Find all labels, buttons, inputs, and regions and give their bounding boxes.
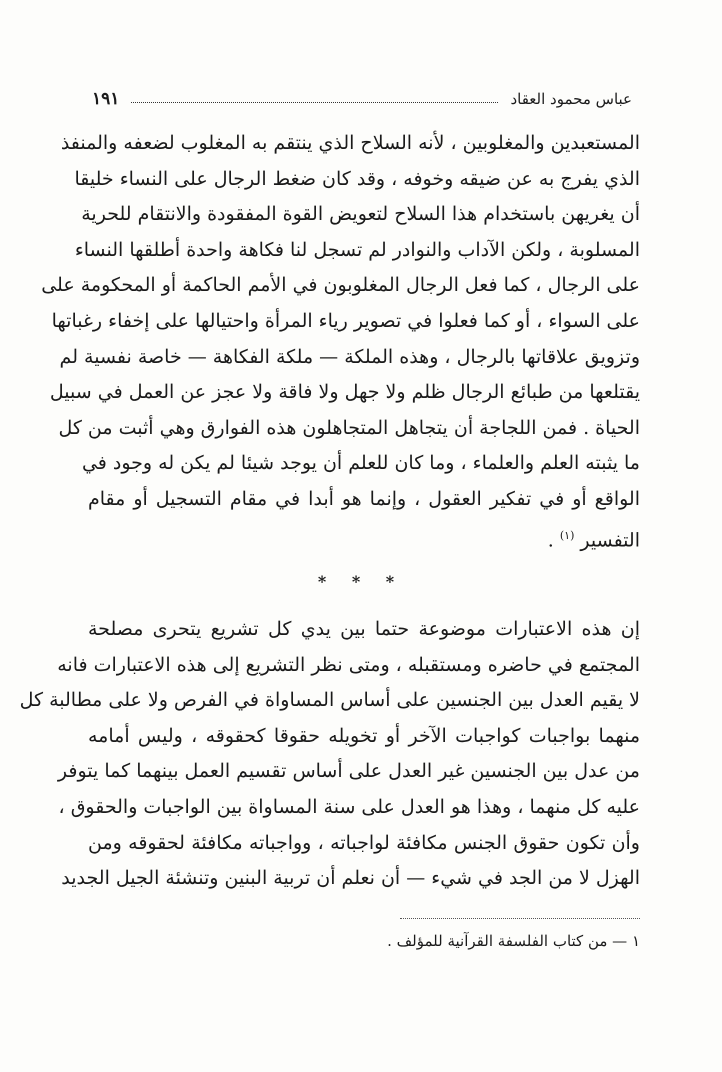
text-line: لا يقيم العدل بين الجنسين على أساس المساواة في الفرص ولا على مطالبة كل [19,689,640,712]
text-line: عليه كل منهما ، وهذا هو العدل على سنة المساواة بين الواجبات والحقوق ، [58,795,640,818]
text-line: الواقع أو في تفكير العقول ، وإنما هو أبدا في مقام التسجيل أو مقام [88,487,640,510]
text-line: وأن تكون حقوق الجنس مكافئة لواجباته ، وواجباته مكافئة لحقوقه ومن [88,831,640,854]
text-line: على الرجال ، كما فعل الرجال المغلوبون في الأمم الحاكمة أو المحكومة على [41,274,640,297]
text-line: الحياة . فمن اللجاجة أن يتجاهل المتجاهلون هذه الفوارق وهي أثبت من كل [58,416,640,439]
text-line: من عدل بين الجنسين غير العدل على أساس تقسيم العمل بينهما كما يتوفر [57,760,640,783]
text-line: المسلوبة ، ولكن الآداب والنوادر لم تسجل لنا فكاهة واحدة أطلقها النساء [74,238,640,261]
text-line: منهما بواجبات كواجبات الآخر أو تخويله حقوقا كحقوقه ، وليس أمامه [88,724,640,747]
last-line-end: . [547,528,560,551]
text-line: الذي يفرج به عن ضيقه وخوفه ، وقد كان ضغط الرجال على النساء خليقا [74,167,640,190]
text-line: على السواء ، أو كما فعلوا في تصوير رياء المرأة واحتيالها على إخفاء رغباتها [51,309,640,332]
text-line-last [88,518,640,554]
text-line: وتزويق علاقاتها بالرجال ، وهذه الملكة — ملكة الفكاهة — خاصة نفسية لم [59,345,640,368]
text-line: أن يغريهن باستخدام هذا السلاح لتعويض القوة المفقودة والانتقام للحرية [81,203,640,226]
running-head [92,84,632,114]
footnote-reference[interactable]: (١) [559,528,575,542]
last-line-text: التفسير [580,528,640,551]
text-line: المجتمع في حاضره ومستقبله ، ومتى نظر التشريع إلى هذه الاعتبارات فانه [57,653,640,676]
paragraph-1 [41,126,640,553]
page-number: ١٩١ [92,89,120,109]
text-line: يقتلعها من طبائع الرجال ظلم ولا جهل ولا فاقة ولا عجز عن العمل في سبيل [49,381,640,404]
text-line: الهزل لا من الجد في شيء — أن نعلم أن تربية البنين وتنشئة الجيل الجديد [61,867,640,890]
text-line: المستعبدين والمغلوبين ، لأنه السلاح الذي ينتقم به المغلوب لضعفه والمنفذ [60,132,640,154]
footnote-rule [400,918,640,919]
paragraph-2 [19,612,640,897]
running-head-author: عباس محمود العقاد [510,90,632,108]
section-separator: * * * [317,572,405,591]
footnote: ١ — من كتاب الفلسفة القرآنية للمؤلف . [387,932,640,950]
text-line: ما يثبته العلم والعلماء ، وما كان للعلم أن يوجد شيئا لم يكن له وجود في [81,452,640,475]
running-head-dotted-leader [131,102,498,103]
text-line: إن هذه الاعتبارات موضوعة حتما بين يدي كل تشريع يتحرى مصلحة [88,618,640,640]
